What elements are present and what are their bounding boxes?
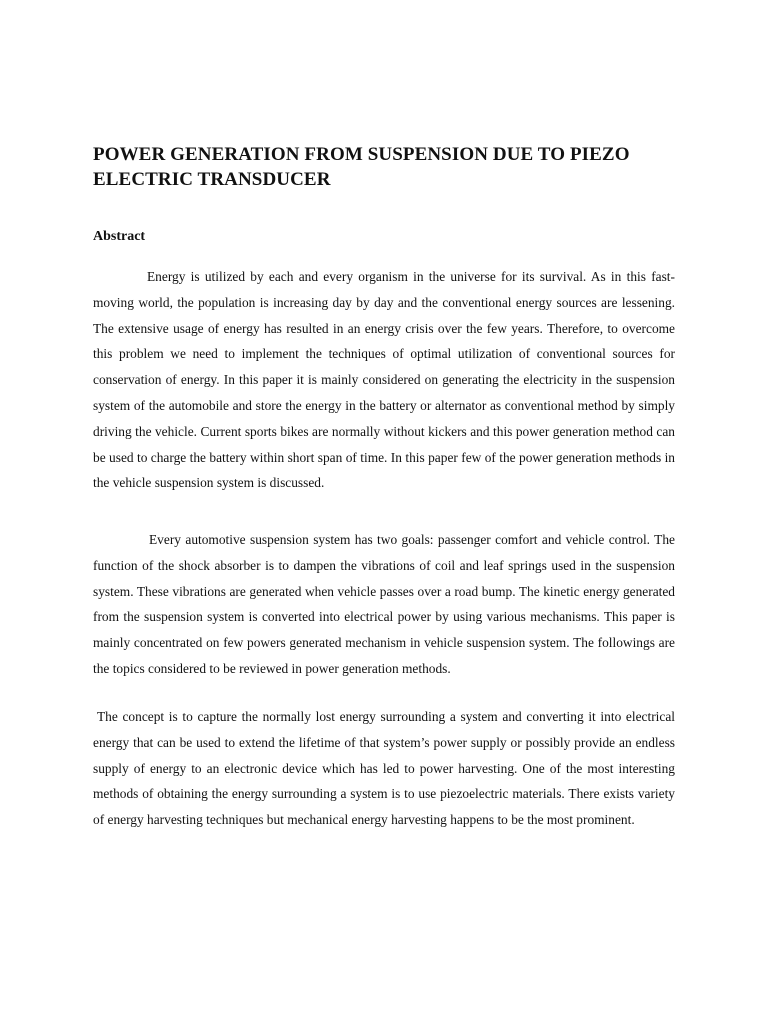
abstract-paragraph-2: Every automotive suspension system has two goals: passenger comfort and vehicle control. The function of the shock absorber is to dampen the vibrations of coil and leaf springs used in the suspension system. These vibrations are generated when vehicle passes over a road bump. The kinetic energy generated from the suspension system is converted into electrical power by using various mechanisms. This paper is mainly concentrated on few powers generated mechanism in vehicle suspension system. The followings are the topics considered to be reviewed in power generation methods. [93,532,675,676]
document-title: POWER GENERATION FROM SUSPENSION DUE TO PIEZO ELECTRIC TRANSDUCER [93,144,630,190]
abstract-heading: Abstract [93,229,146,244]
abstract-paragraph-1: Energy is utilized by each and every organism in the universe for its survival. As in this fast-moving world, the population is increasing day by day and the conventional energy sources are lessening. The extensive usage of energy has resulted in an energy crisis over the few years. Therefore, to overcome this problem we need to implement the techniques of optimal utilization of conventional sources for conservation of energy. In this paper it is mainly considered on generating the electricity in the suspension system of the automobile and store the energy in the battery or alternator as conventional method by simply driving the vehicle. Current sports bikes are normally without kickers and this power generation method can be used to charge the battery within short span of time. In this paper few of the power generation methods in the vehicle suspension system is discussed. [93,269,675,491]
abstract-paragraph-3: The concept is to capture the normally lost energy surrounding a system and converting it into electrical energy that can be used to extend the lifetime of that system’s power supply or possibly provide an endless supply of energy to an electronic device which has led to power harvesting. One of the most interesting methods of obtaining the energy surrounding a system is to use piezoelectric materials. There exists variety of energy harvesting techniques but mechanical energy harvesting happens to be the most prominent. [93,709,675,828]
